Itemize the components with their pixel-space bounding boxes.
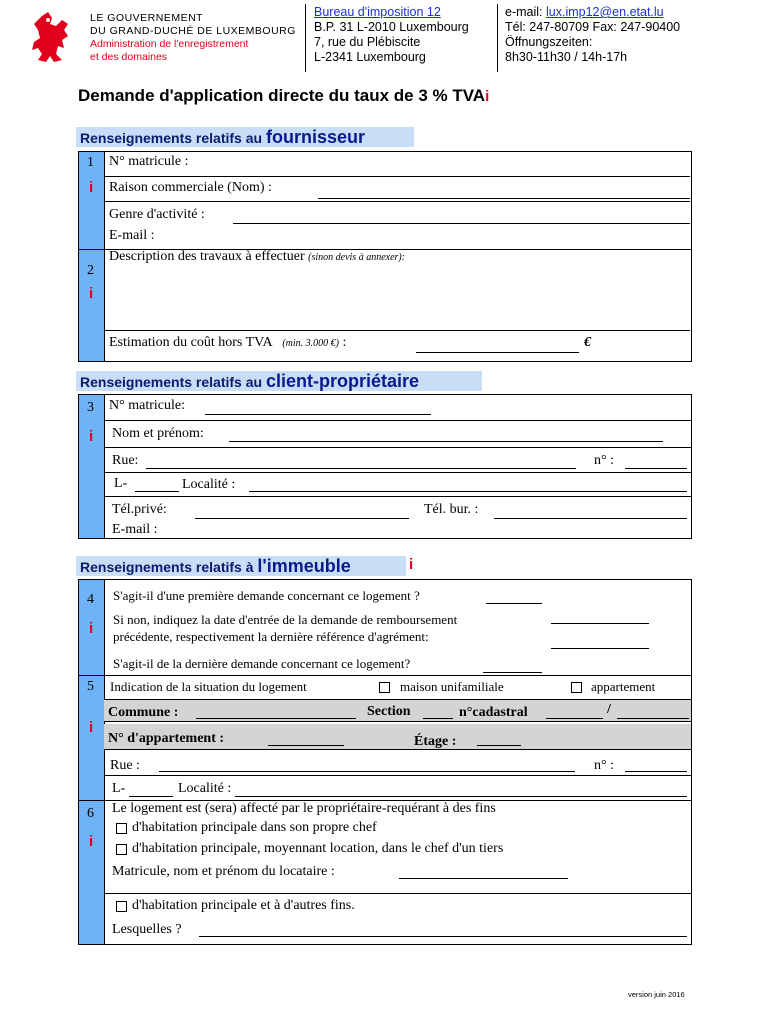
row-number-2: 2: [87, 263, 94, 278]
supplier-matricule-label: N° matricule :: [109, 154, 189, 169]
row-number-3: 3: [87, 400, 94, 415]
immeuble-localite-label: Localité :: [178, 781, 232, 796]
locataire-label: Matricule, nom et prénom du locataire :: [112, 864, 335, 879]
client-tel-bur-field[interactable]: [494, 518, 687, 519]
habitation-propre-checkbox[interactable]: [116, 823, 127, 834]
section-header-immeuble: [76, 556, 406, 576]
client-postcode-field[interactable]: [135, 491, 179, 492]
info-icon[interactable]: i: [409, 556, 414, 573]
habitation-propre-label: d'habitation principale dans son propre chef: [132, 820, 377, 835]
supplier-email-label: E-mail :: [109, 228, 155, 243]
first-request-field[interactable]: [486, 603, 542, 604]
no-appartement-label: N° d'appartement :: [108, 731, 225, 746]
previous-request-line-2: précédente, respectivement la dernière référence d'agrément:: [113, 629, 429, 644]
section2-number-column: [79, 395, 104, 538]
section-prefix: Renseignements relatifs au: [80, 130, 263, 146]
last-request-field[interactable]: [483, 672, 542, 673]
affectation-label: Le logement est (sera) affecté par le propriétaire-requérant à des fins: [112, 801, 496, 816]
address-line-2: 7, rue du Plébiscite: [314, 35, 421, 49]
hours-label: Öffnungszeiten:: [505, 35, 593, 49]
commune-field[interactable]: [196, 718, 356, 719]
immeuble-rue-field[interactable]: [159, 771, 575, 772]
previous-request-ref-field[interactable]: [551, 648, 649, 649]
header-divider-1: [305, 4, 306, 72]
section-title: fournisseur: [265, 127, 365, 147]
previous-request-line-1: Si non, indiquez la date d'entrée de la demande de remboursement: [113, 612, 458, 627]
description-field[interactable]: [104, 249, 690, 331]
description-label: Description des travaux à effectuer (sinon devis à annexer):: [109, 249, 406, 264]
client-rue-field[interactable]: [146, 468, 576, 469]
row-number-4: 4: [87, 592, 94, 607]
section-field[interactable]: [423, 718, 453, 719]
cadastral-label: n°cadastral: [459, 705, 528, 720]
page-title: Demande d'application directe du taux de 3 % TVA: [78, 86, 486, 105]
appartement-checkbox[interactable]: [571, 682, 582, 693]
info-icon[interactable]: i: [89, 620, 94, 637]
appartement-label: appartement: [591, 679, 656, 694]
supplier-raison-field[interactable]: [318, 198, 690, 199]
section-prefix: Renseignements relatifs au: [80, 374, 263, 390]
supplier-genre-label: Genre d'activité :: [109, 207, 205, 222]
section-title: l'immeuble: [257, 556, 351, 576]
immeuble-no-field[interactable]: [625, 771, 687, 772]
client-localite-field[interactable]: [249, 491, 687, 492]
client-tel-prive-label: Tél.privé:: [112, 502, 167, 517]
estimation-label: Estimation du coût hors TVA (min. 3.000 €) :: [109, 335, 347, 350]
supplier-raison-label: Raison commerciale (Nom) :: [109, 180, 272, 195]
admin-line-2: et des domaines: [90, 51, 168, 63]
immeuble-rue-label: Rue :: [110, 758, 140, 773]
cadastral-slash: /: [607, 702, 611, 717]
bureau-link[interactable]: Bureau d'imposition 12: [314, 5, 441, 19]
lesquelles-label: Lesquelles ?: [112, 922, 182, 937]
euro-symbol: €: [584, 335, 591, 350]
last-request-question: S'agit-il de la dernière demande concernant ce logement?: [113, 656, 411, 671]
supplier-genre-field[interactable]: [233, 223, 690, 224]
client-no-field[interactable]: [625, 468, 687, 469]
info-icon[interactable]: i: [89, 833, 94, 850]
previous-request-date-field[interactable]: [551, 623, 649, 624]
client-rue-label: Rue:: [112, 453, 139, 468]
no-appartement-field[interactable]: [268, 745, 344, 746]
client-tel-bur-label: Tél. bur. :: [424, 502, 479, 517]
section-label: Section: [367, 704, 411, 719]
client-matricule-field[interactable]: [205, 414, 431, 415]
locataire-field[interactable]: [399, 878, 568, 879]
estimation-field[interactable]: [416, 352, 579, 353]
cadastral-field-2[interactable]: [617, 718, 689, 719]
client-localite-label: Localité :: [182, 477, 236, 492]
email-link[interactable]: lux.imp12@en.etat.lu: [546, 5, 664, 19]
cadastral-field-1[interactable]: [546, 718, 603, 719]
first-request-question: S'agit-il d'une première demande concernant ce logement ?: [113, 588, 420, 603]
info-icon[interactable]: i: [89, 179, 94, 196]
gov-line-2: DU GRAND-DUCHÉ DE LUXEMBOURG: [90, 25, 296, 37]
etage-label: Étage :: [414, 734, 457, 749]
client-tel-prive-field[interactable]: [195, 518, 409, 519]
info-icon[interactable]: i: [89, 719, 94, 736]
row-number-1: 1: [87, 155, 94, 170]
client-matricule-label: N° matricule:: [109, 398, 185, 413]
immeuble-l-label: L-: [112, 781, 126, 796]
section-prefix: Renseignements relatifs à: [80, 559, 254, 575]
row-number-5: 5: [87, 679, 94, 694]
client-l-label: L-: [114, 476, 128, 491]
lesquelles-field[interactable]: [199, 936, 687, 937]
admin-line-1: Administration de l'enregistrement: [90, 38, 249, 50]
client-nom-label: Nom et prénom:: [112, 426, 204, 441]
commune-label: Commune :: [108, 705, 179, 720]
email-label: e-mail:: [505, 5, 543, 19]
luxembourg-lion-logo: [28, 10, 74, 66]
gov-line-1: LE GOUVERNEMENT: [90, 12, 204, 24]
version-footer: version juin 2016: [628, 990, 685, 999]
section-header-client: [76, 371, 482, 391]
client-no-label: n° :: [594, 453, 614, 468]
situation-label: Indication de la situation du logement: [110, 679, 307, 694]
immeuble-postcode-field[interactable]: [129, 796, 173, 797]
habitation-autres-checkbox[interactable]: [116, 901, 127, 912]
info-icon[interactable]: i: [89, 285, 94, 302]
immeuble-no-label: n° :: [594, 758, 614, 773]
section-header-fournisseur: [76, 127, 414, 147]
row-number-6: 6: [87, 806, 94, 821]
client-email-label: E-mail :: [112, 522, 158, 537]
address-line-3: L-2341 Luxembourg: [314, 50, 426, 64]
maison-checkbox[interactable]: [379, 682, 390, 693]
info-icon[interactable]: i: [485, 88, 490, 105]
hours: 8h30-11h30 / 14h-17h: [505, 50, 628, 64]
header-divider-2: [497, 4, 498, 72]
habitation-location-checkbox[interactable]: [116, 844, 127, 855]
etage-field[interactable]: [477, 745, 521, 746]
habitation-autres-label: d'habitation principale et à d'autres fins.: [132, 898, 355, 913]
info-icon[interactable]: i: [89, 428, 94, 445]
section-title: client-propriétaire: [265, 371, 419, 391]
tel-fax: Tél: 247-80709 Fax: 247-90400: [505, 20, 681, 34]
immeuble-localite-field[interactable]: [235, 796, 687, 797]
maison-label: maison unifamiliale: [400, 679, 504, 694]
habitation-location-label: d'habitation principale, moyennant location, dans le chef d'un tiers: [132, 841, 504, 856]
address-line-1: B.P. 31 L-2010 Luxembourg: [314, 20, 469, 34]
client-nom-field[interactable]: [229, 441, 663, 442]
